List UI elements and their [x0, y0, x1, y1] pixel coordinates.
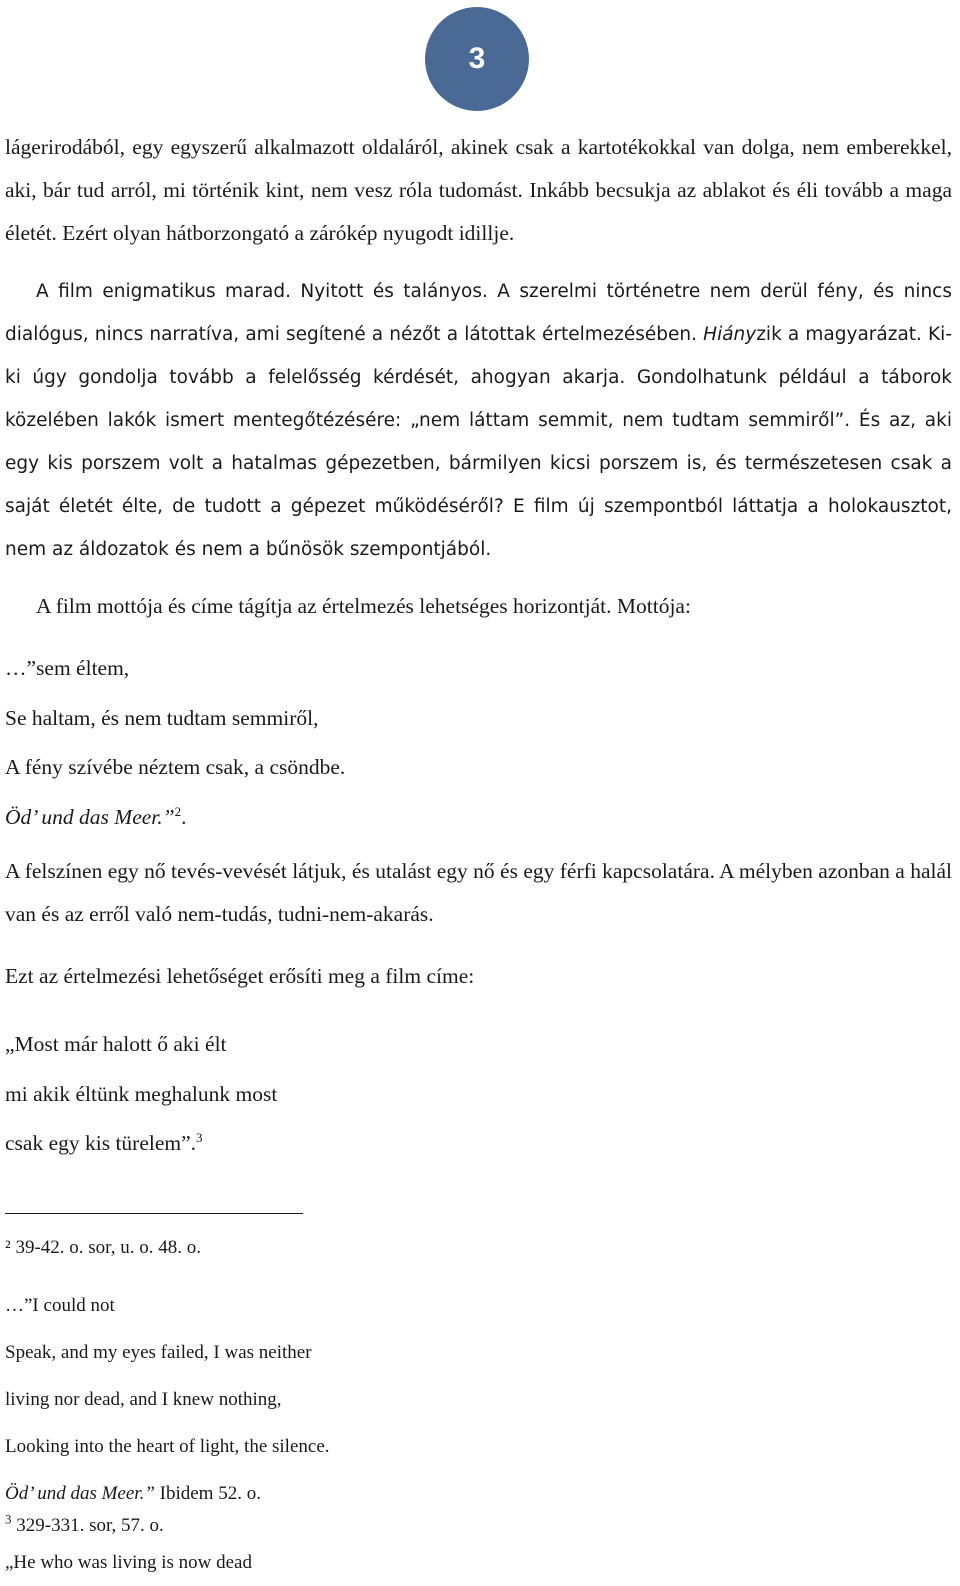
- paragraph-3: A film mottója és címe tágítja az értelmezés lehetséges horizontját. Mottója:: [36, 594, 691, 618]
- footnote-3-quote-line-1: „He who was living is now dead: [5, 1552, 252, 1573]
- footnote-ref-2[interactable]: 2: [174, 803, 182, 819]
- footnote-2-quote-line-5: [5, 1470, 952, 1517]
- paragraph-5: Ezt az értelmezési lehetőséget erősíti meg a film címe:: [5, 964, 475, 988]
- paragraph-2-text-a: A film enigmatikus marad. Nyitott és talányos. A szerelmi történetre nem derül fény, és nincs dialógus, nincs narratíva, ami segítené a nézőt a látottak értelmezésében.: [5, 281, 952, 345]
- footnote-2-quote-rest: Ibidem 52. o.: [154, 1483, 261, 1504]
- motto-line-4: [5, 793, 952, 843]
- paragraph-2: [5, 270, 952, 571]
- footnotes: [5, 1224, 952, 1586]
- footnote-2-quote-italic: Öd’ und das Meer.”: [5, 1483, 155, 1504]
- paragraph-2-italic: Hiány: [703, 324, 757, 345]
- footnote-2-marker: ²: [5, 1237, 11, 1258]
- title-line-2: mi akik éltünk meghalunk most: [5, 1081, 278, 1106]
- footnote-2-quote-line-4: Looking into the heart of light, the silence.: [5, 1436, 330, 1457]
- title-line-3: [5, 1119, 952, 1169]
- paragraph-4: A felszínen egy nő tevés-vevését látjuk, és utalást egy nő és egy férfi kapcsolatára. A mélyben azonban a halál van és az erről való nem-tudás, tudni-nem-akarás.: [5, 859, 952, 926]
- footnote-3-marker: 3: [5, 1511, 12, 1527]
- title-line-1: „Most már halott ő aki élt: [5, 1032, 227, 1056]
- motto-line-3: A fény szívébe néztem csak, a csöndbe.: [5, 755, 346, 779]
- page-number: 3: [468, 42, 486, 75]
- main-text: [5, 126, 952, 1169]
- footnote-2-quote-line-2: Speak, and my eyes failed, I was neither: [5, 1342, 312, 1363]
- footnote-ref-3[interactable]: 3: [196, 1129, 203, 1145]
- footnote-2-text: 39-42. o. sor, u. o. 48. o.: [10, 1237, 201, 1258]
- footnote-3-text: 329-331. sor, 57. o.: [11, 1515, 164, 1536]
- motto-line-2: Se haltam, és nem tudtam semmiről,: [5, 705, 319, 730]
- motto-line-4-italic: Öd’ und das Meer.”: [5, 804, 175, 829]
- paragraph-1: lágerirodából, egy egyszerű alkalmazott oldaláról, akinek csak a kartotékokkal van dolga, nem emberekkel, aki, bár tud arról, mi történik kint, nem vesz róla tudomást. Inkább becsukja az ablakot és éli tovább a maga életét. Ezért olyan hátborzongató a zárókép nyugodt idillje.: [5, 135, 952, 245]
- title-verse: [5, 1020, 952, 1169]
- motto-verse: [5, 644, 952, 842]
- page-number-badge: [425, 7, 529, 111]
- footnote-2-quote-line-3: living nor dead, and I knew nothing,: [5, 1389, 282, 1410]
- title-line-3-text: csak egy kis türelem”.: [5, 1131, 197, 1155]
- footnote-2: [5, 1224, 952, 1271]
- motto-line-1: …”sem éltem,: [5, 656, 130, 680]
- footnote-2-quote-line-1: …”I could not: [5, 1295, 115, 1316]
- paragraph-2-text-b: zik a magyarázat. Ki-ki úgy gondolja tovább a felelősség kérdését, ahogyan akarja. Gondolhatunk például a táborok közelében lakók ismert mentegőtézésére: „nem láttam semmit, nem tudtam semmiről”. És az, aki egy kis porszem volt a hatalmas gépezetben, bármilyen kicsi porszem is, és természetesen csak a saját életét élte, de tudott a gépezet működéséről? E film új szempontból láttatja a holokausztot, nem az áldozatok és nem a bűnösök szempontjából.: [5, 324, 953, 560]
- footnote-3: [5, 1513, 952, 1539]
- footnote-separator: [5, 1213, 303, 1214]
- motto-line-4-end: .: [181, 804, 187, 829]
